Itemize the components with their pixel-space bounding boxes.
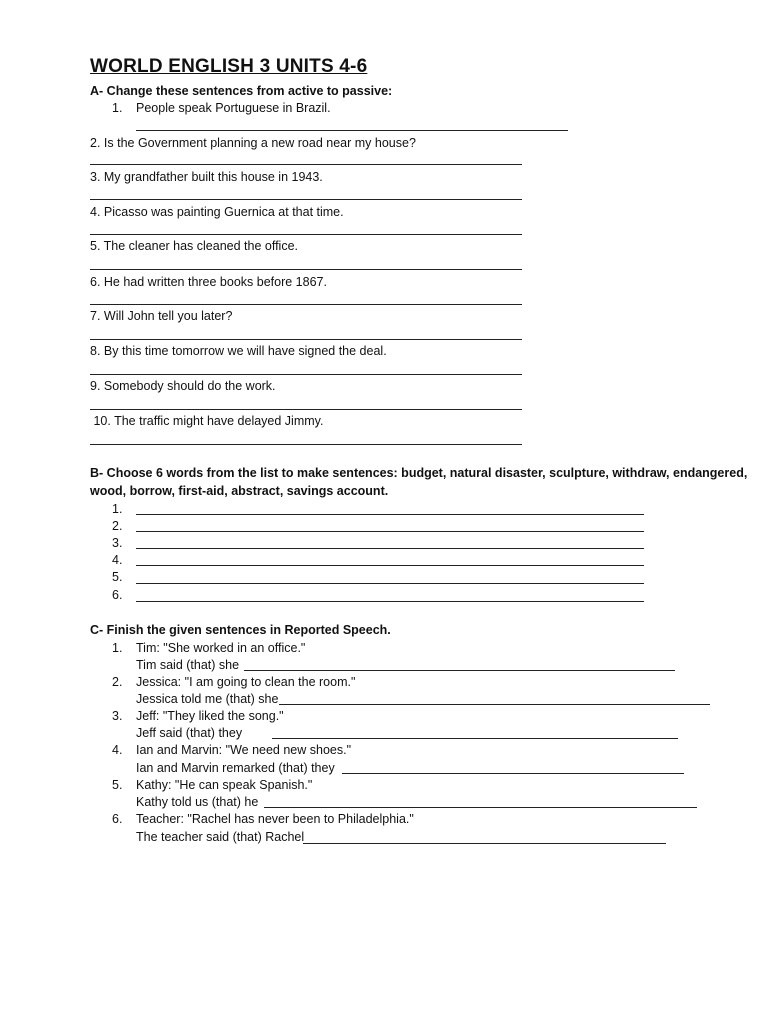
answer-line[interactable]: [136, 583, 644, 584]
reported-prompt: Jeff said (that) they: [136, 726, 243, 740]
item-number: 1.: [112, 641, 123, 655]
question-text: 7. Will John tell you later?: [90, 309, 233, 323]
answer-line[interactable]: [90, 269, 522, 270]
answer-line[interactable]: [136, 601, 644, 602]
answer-line[interactable]: [264, 807, 697, 808]
question-text: 5. The cleaner has cleaned the office.: [90, 239, 299, 253]
item-number: 2.: [112, 675, 123, 689]
quoted-speech: Ian and Marvin: "We need new shoes.": [136, 743, 352, 757]
item-number: 4.: [112, 743, 123, 757]
section-b-heading: wood, borrow, first-aid, abstract, savings account.: [90, 484, 389, 498]
answer-line[interactable]: [136, 130, 568, 131]
sentence-number: 1.: [112, 502, 123, 516]
question-text: 2. Is the Government planning a new road near my house?: [90, 136, 416, 150]
reported-prompt: The teacher said (that) Rachel: [136, 830, 305, 844]
answer-line[interactable]: [136, 514, 644, 515]
section-a-heading: A- Change these sentences from active to passive:: [90, 84, 393, 98]
reported-prompt: Ian and Marvin remarked (that) they: [136, 761, 335, 775]
answer-line[interactable]: [90, 164, 522, 165]
quoted-speech: Tim: "She worked in an office.": [136, 641, 306, 655]
sentence-number: 4.: [112, 553, 123, 567]
reported-prompt: Tim said (that) she: [136, 658, 240, 672]
sentence-number: 3.: [112, 536, 123, 550]
question-text: 3. My grandfather built this house in 1943.: [90, 170, 323, 184]
item-number: 5.: [112, 778, 123, 792]
reported-prompt: Kathy told us (that) he: [136, 795, 259, 809]
answer-line[interactable]: [90, 199, 522, 200]
question-text: 8. By this time tomorrow we will have signed the deal.: [90, 344, 387, 358]
question-text: 4. Picasso was painting Guernica at that time.: [90, 205, 344, 219]
answer-line[interactable]: [136, 548, 644, 549]
quoted-speech: Jessica: "I am going to clean the room.": [136, 675, 356, 689]
answer-line[interactable]: [90, 339, 522, 340]
quoted-speech: Teacher: "Rachel has never been to Philadelphia.": [136, 812, 414, 826]
answer-line[interactable]: [90, 304, 522, 305]
answer-line[interactable]: [90, 374, 522, 375]
section-c-heading: C- Finish the given sentences in Reported Speech.: [90, 623, 391, 637]
item-number: 3.: [112, 709, 123, 723]
section-b-heading: B- Choose 6 words from the list to make sentences: budget, natural disaster, sculpture, withdraw, endangered,: [90, 466, 748, 480]
quoted-speech: Kathy: "He can speak Spanish.": [136, 778, 313, 792]
worksheet-title: WORLD ENGLISH 3 UNITS 4-6: [90, 56, 368, 77]
sentence-number: 5.: [112, 570, 123, 584]
answer-line[interactable]: [90, 444, 522, 445]
answer-line[interactable]: [136, 531, 644, 532]
answer-line[interactable]: [90, 409, 522, 410]
question-text: 6. He had written three books before 1867.: [90, 275, 327, 289]
question-text: 10. The traffic might have delayed Jimmy.: [90, 414, 324, 428]
answer-line[interactable]: [303, 843, 666, 844]
sentence-number: 2.: [112, 519, 123, 533]
sentence-number: 6.: [112, 588, 123, 602]
answer-line[interactable]: [90, 234, 522, 235]
question-text: 9. Somebody should do the work.: [90, 379, 276, 393]
answer-line[interactable]: [244, 670, 675, 671]
question-text: People speak Portuguese in Brazil.: [136, 101, 331, 115]
answer-line[interactable]: [279, 704, 710, 705]
answer-line[interactable]: [342, 773, 684, 774]
reported-prompt: Jessica told me (that) she: [136, 692, 279, 706]
question-number: 1.: [112, 101, 123, 115]
item-number: 6.: [112, 812, 123, 826]
quoted-speech: Jeff: "They liked the song.": [136, 709, 284, 723]
answer-line[interactable]: [136, 565, 644, 566]
answer-line[interactable]: [272, 738, 678, 739]
